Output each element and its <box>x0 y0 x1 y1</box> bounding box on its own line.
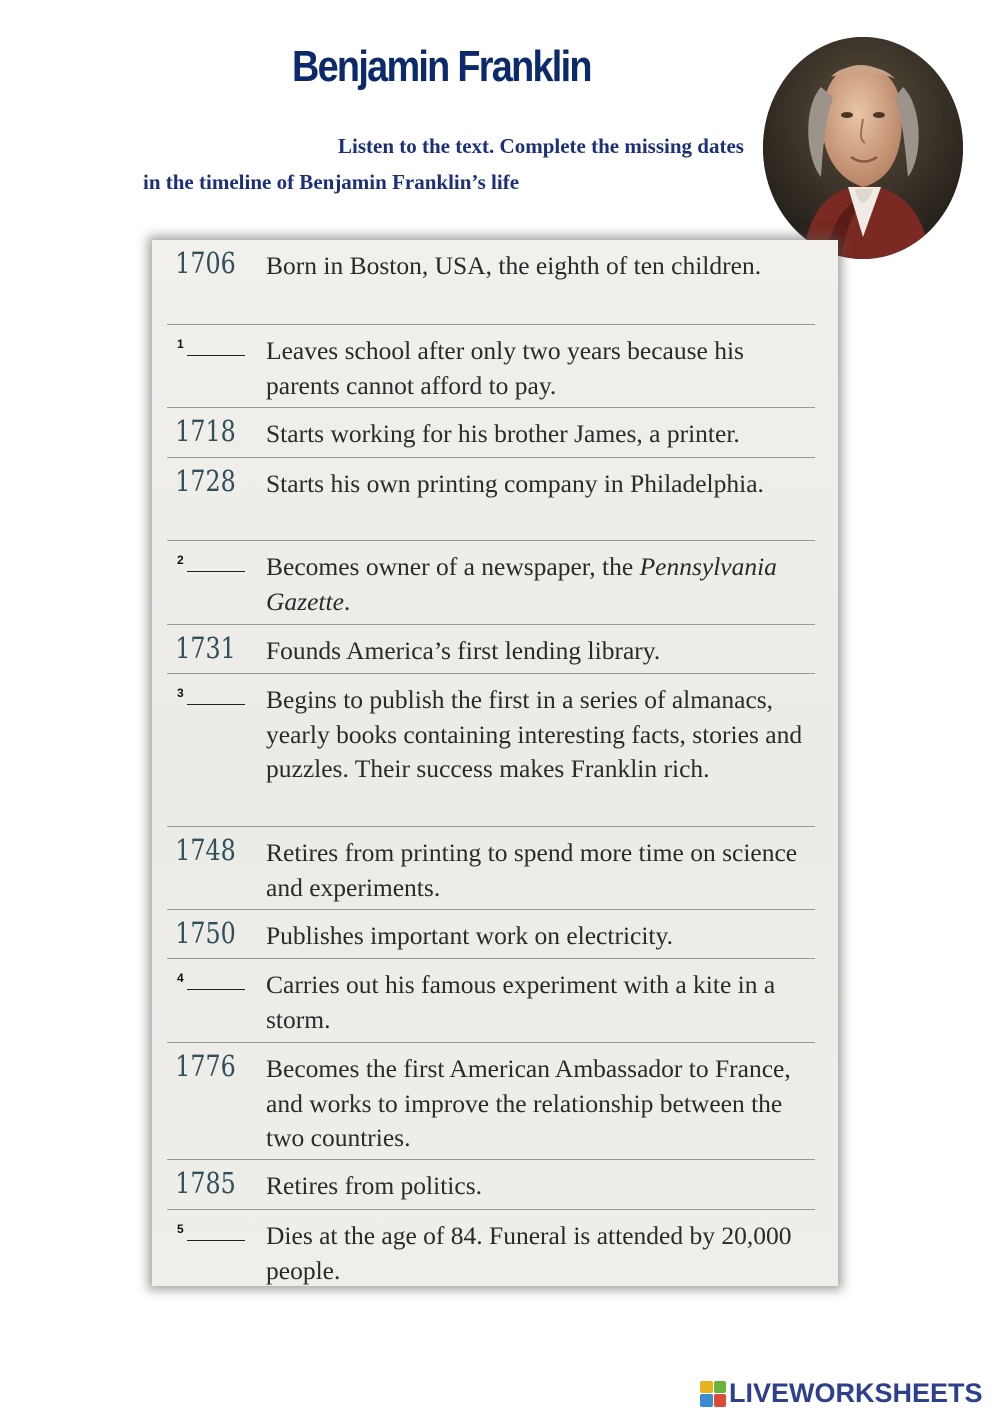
timeline-row <box>167 959 815 1043</box>
page-title: Benjamin Franklin <box>292 42 591 91</box>
timeline-row <box>167 541 815 625</box>
timeline-date: 1718 <box>175 414 236 448</box>
timeline-description: Begins to publish the first in a series of almanacs, yearly books containing interesting facts, stories and puzzles. Their success makes Franklin rich. <box>266 685 803 783</box>
timeline-row <box>167 458 815 541</box>
timeline-date: 1750 <box>175 916 236 950</box>
blank-line[interactable] <box>187 1222 245 1241</box>
blank-line[interactable] <box>187 337 245 356</box>
instructions-text: Listen to the text. Complete the missing dates in the timeline of Benjamin Franklin’s life <box>143 134 744 194</box>
timeline-description: Starts his own printing company in Philadelphia. <box>266 469 764 498</box>
timeline-row <box>167 240 815 325</box>
timeline-row <box>167 674 815 827</box>
blank-line[interactable] <box>187 971 245 990</box>
timeline-row <box>167 625 815 674</box>
blank-number: 2 <box>177 553 184 567</box>
timeline-row <box>167 1160 815 1210</box>
timeline-description: Carries out his famous experiment with a kite in a storm. <box>266 970 776 1034</box>
description-text: Becomes owner of a newspaper, the <box>266 552 640 581</box>
timeline-description: Founds America’s first lending library. <box>266 636 661 665</box>
logo-text: LIVEWORKSHEETS <box>729 1378 983 1408</box>
timeline-description: Leaves school after only two years because his parents cannot afford to pay. <box>266 336 744 400</box>
timeline-row <box>167 408 815 458</box>
blank-number: 5 <box>177 1222 184 1236</box>
franklin-portrait <box>763 37 963 259</box>
timeline-description: Becomes the first American Ambassador to France, and works to improve the relationship between the two countries. <box>266 1054 791 1152</box>
portrait-image <box>763 37 963 259</box>
blank-line[interactable] <box>187 686 245 705</box>
blank-number: 1 <box>177 337 184 351</box>
timeline-date: 1728 <box>175 464 236 498</box>
date-blank[interactable] <box>167 325 266 356</box>
timeline-date: 1776 <box>175 1049 236 1083</box>
newspaper-name: Pennsylvania Gazette <box>266 552 777 616</box>
timeline-date: 1706 <box>175 246 236 280</box>
timeline-row <box>167 325 815 408</box>
timeline-row <box>167 910 815 959</box>
timeline-row <box>167 1043 815 1160</box>
timeline-description <box>266 541 815 627</box>
timeline-description: Retires from printing to spend more time on science and experiments. <box>266 838 798 902</box>
timeline-date: 1785 <box>175 1166 236 1200</box>
date-blank[interactable] <box>167 541 266 572</box>
timeline-description: Dies at the age of 84. Funeral is attended by 20,000 people. <box>266 1221 792 1285</box>
timeline-row <box>167 827 815 910</box>
blank-number: 4 <box>177 971 184 985</box>
timeline-description: Retires from politics. <box>266 1171 483 1200</box>
timeline-description: Publishes important work on electricity. <box>266 921 673 950</box>
date-blank[interactable] <box>167 1210 266 1241</box>
timeline-date: 1748 <box>175 833 236 867</box>
date-blank[interactable] <box>167 959 266 990</box>
liveworksheets-logo[interactable] <box>700 1378 983 1409</box>
timeline-description: Born in Boston, USA, the eighth of ten children. <box>266 251 762 280</box>
logo-icon <box>700 1381 726 1407</box>
blank-number: 3 <box>177 686 184 700</box>
blank-line[interactable] <box>187 553 245 572</box>
description-text-end: . <box>343 586 351 616</box>
timeline-card <box>152 240 838 1286</box>
timeline-description: Starts working for his brother James, a printer. <box>266 419 740 448</box>
timeline-date: 1731 <box>175 631 236 665</box>
timeline-list <box>167 240 815 1290</box>
timeline-row <box>167 1210 815 1290</box>
date-blank[interactable] <box>167 674 266 705</box>
